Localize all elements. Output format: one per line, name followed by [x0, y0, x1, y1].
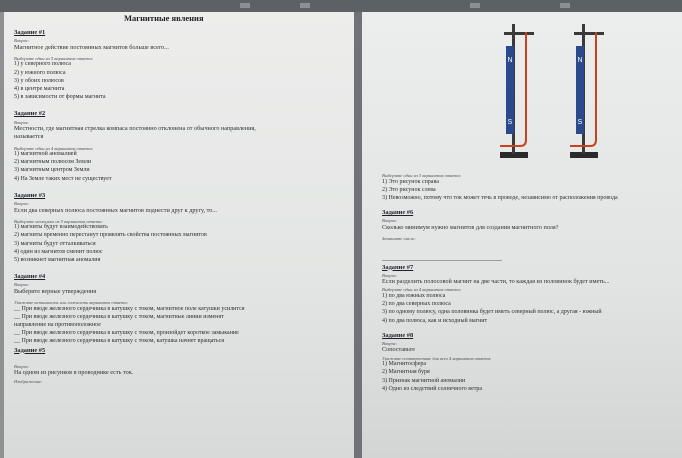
hint-label: Выберите один из 3 вариантов ответа:	[382, 173, 462, 178]
answer-option[interactable]: 5) в зависимости от формы магнита	[14, 94, 106, 101]
hint-label: Укажите соответствие для всех 4 вариантов ответа:	[382, 355, 492, 361]
question-text: Магнитное действие постоянных магнитов больше всего...	[14, 43, 169, 51]
answer-option[interactable]: 2) магниты временно перестанут проявлять свойства постоянных магнитов	[14, 232, 207, 239]
hint-label: Вопрос:	[382, 218, 398, 224]
question-text: Если разделить полосовой магнит на две части, то каждая из половинок будет иметь...	[382, 278, 610, 286]
task-heading: Задание #5	[14, 346, 46, 354]
hint-label: Вопрос:	[14, 38, 30, 44]
hint-label: Вопрос:	[382, 272, 398, 278]
question-text: Сопоставьте	[382, 346, 416, 354]
hint-label: Выберите один из 4 вариантов ответа:	[382, 287, 462, 293]
answer-option[interactable]: 1) Магнитосфера	[382, 361, 427, 368]
number-input-line[interactable]	[382, 260, 502, 261]
answer-option[interactable]: __ При вводе железного сердечника в катушку с током, катушка начнет вращаться	[14, 338, 225, 345]
task-heading: Задание #1	[14, 29, 46, 36]
question-text: называется	[14, 133, 44, 141]
question-text: Местности, где магнитная стрелка компаса постоянно отклонена от обычного направления,	[14, 125, 256, 133]
left-magnet-south: S	[507, 119, 513, 126]
hint-label: Изображение:	[14, 378, 43, 384]
hint-label: Выберите несколько из 5 вариантов ответа:	[14, 218, 103, 224]
answer-option[interactable]: 4) На Земле таких мест не существует	[14, 175, 112, 182]
task-heading: Задание #2	[14, 110, 46, 118]
answer-option[interactable]: 3) у обоих полюсов	[14, 77, 64, 84]
left-stand-arm	[504, 32, 534, 35]
page-gap	[354, 12, 362, 458]
task-heading: Задание #6	[382, 209, 414, 217]
answer-option[interactable]: 1) магниты будут взаимодействовать	[14, 224, 108, 231]
right-magnet-north: N	[577, 57, 583, 64]
hint-label: Укажите истинность или ложность вариантов ответа:	[14, 300, 129, 306]
left-magnet-north: N	[507, 57, 513, 64]
answer-option[interactable]: 2) по два северных полюса	[382, 301, 451, 308]
answer-option[interactable]: 1) по два южных полюса	[382, 292, 446, 299]
answer-option[interactable]: 3) Признак магнитной аномалии	[382, 377, 466, 384]
answer-option[interactable]: __ При вводе железного сердечника в катушку с током, произойдет короткое замыкание	[14, 330, 239, 337]
answer-option[interactable]: 4) по два полюса, как и исходный магнит	[382, 317, 488, 324]
toolbar-mark	[240, 3, 250, 8]
answer-option[interactable]: 3) магниты будут отталкиваться	[14, 240, 96, 247]
answer-option[interactable]: 1) у северного полюса	[14, 61, 71, 68]
answer-option[interactable]: 2) Это рисунок слева	[382, 186, 436, 193]
hint-label: Вопрос:	[14, 201, 30, 206]
right-stand-arm	[574, 32, 604, 35]
answer-option[interactable]: 2) магнитным полюсом Земли	[14, 159, 92, 166]
task-heading: Задание #7	[382, 263, 414, 271]
right-page[interactable]	[362, 12, 682, 458]
question-text: Если два северных полюса постоянных магнитов поднести друг к другу, то...	[14, 206, 217, 214]
toolbar-mark	[470, 3, 480, 8]
toolbar-mark	[300, 3, 310, 8]
answer-option[interactable]: 2) Магнитная буря	[382, 369, 430, 376]
magnet-figure	[482, 20, 632, 170]
task-heading: Задание #3	[14, 191, 46, 199]
answer-option[interactable]: __ При вводе железного сердечника в катушку с током, магнитные линии изменят	[14, 313, 224, 320]
toolbar-mark	[560, 3, 570, 8]
task-heading: Задание #4	[14, 273, 46, 281]
answer-option[interactable]: направление на противоположное	[14, 322, 101, 328]
hint-label: Запишите число:	[382, 236, 416, 241]
answer-option[interactable]: 1) магнитной аномалией	[14, 151, 77, 157]
question-text: Выберите верные утверждения	[14, 287, 97, 295]
page-title: Магнитные явления	[124, 13, 204, 23]
answer-option[interactable]: 3) по одному полюсу, одна половинка будет иметь северный полюс, а другая - южный	[382, 309, 602, 316]
question-text: На одном из рисунков в проводнике есть ток.	[14, 369, 134, 377]
hint-label: Вопрос:	[14, 119, 30, 125]
left-page[interactable]	[4, 12, 354, 458]
answer-option[interactable]: 1) Это рисунок справа	[382, 178, 439, 185]
hint-label: Выберите один из 4 вариантов ответа:	[14, 145, 94, 151]
window-toolbar	[0, 0, 682, 12]
hint-label: Вопрос:	[14, 282, 30, 288]
right-magnet-south: S	[577, 119, 583, 126]
answer-option[interactable]: __ При вводе железного сердечника в катушку с током, магнитное поле катушки усилится	[14, 305, 245, 312]
answer-option[interactable]: 3) Невозможно, потому что ток может течь в проводе, независимо от расположения провода	[382, 194, 618, 201]
hint-label: Вопрос:	[14, 363, 30, 369]
answer-option[interactable]: 5) возникнет магнитная аномалия	[14, 257, 101, 263]
hint-label: Выберите один из 5 вариантов ответа:	[14, 55, 94, 61]
task-heading: Задание #8	[382, 331, 414, 339]
answer-option[interactable]: 2) у южного полюса	[14, 69, 66, 76]
question-text: Сколько минимум нужно магнитов для создания магнитного поля?	[382, 223, 559, 231]
hint-label: Вопрос:	[382, 340, 398, 346]
answer-option[interactable]: 3) магнитным центром Земли	[14, 167, 90, 174]
answer-option[interactable]: 4) в центре магнита	[14, 86, 65, 92]
answer-option[interactable]: 4) один из магнитов сменит полюс	[14, 248, 103, 255]
answer-option[interactable]: 4) Одно из следствий солнечного ветра	[382, 385, 483, 392]
